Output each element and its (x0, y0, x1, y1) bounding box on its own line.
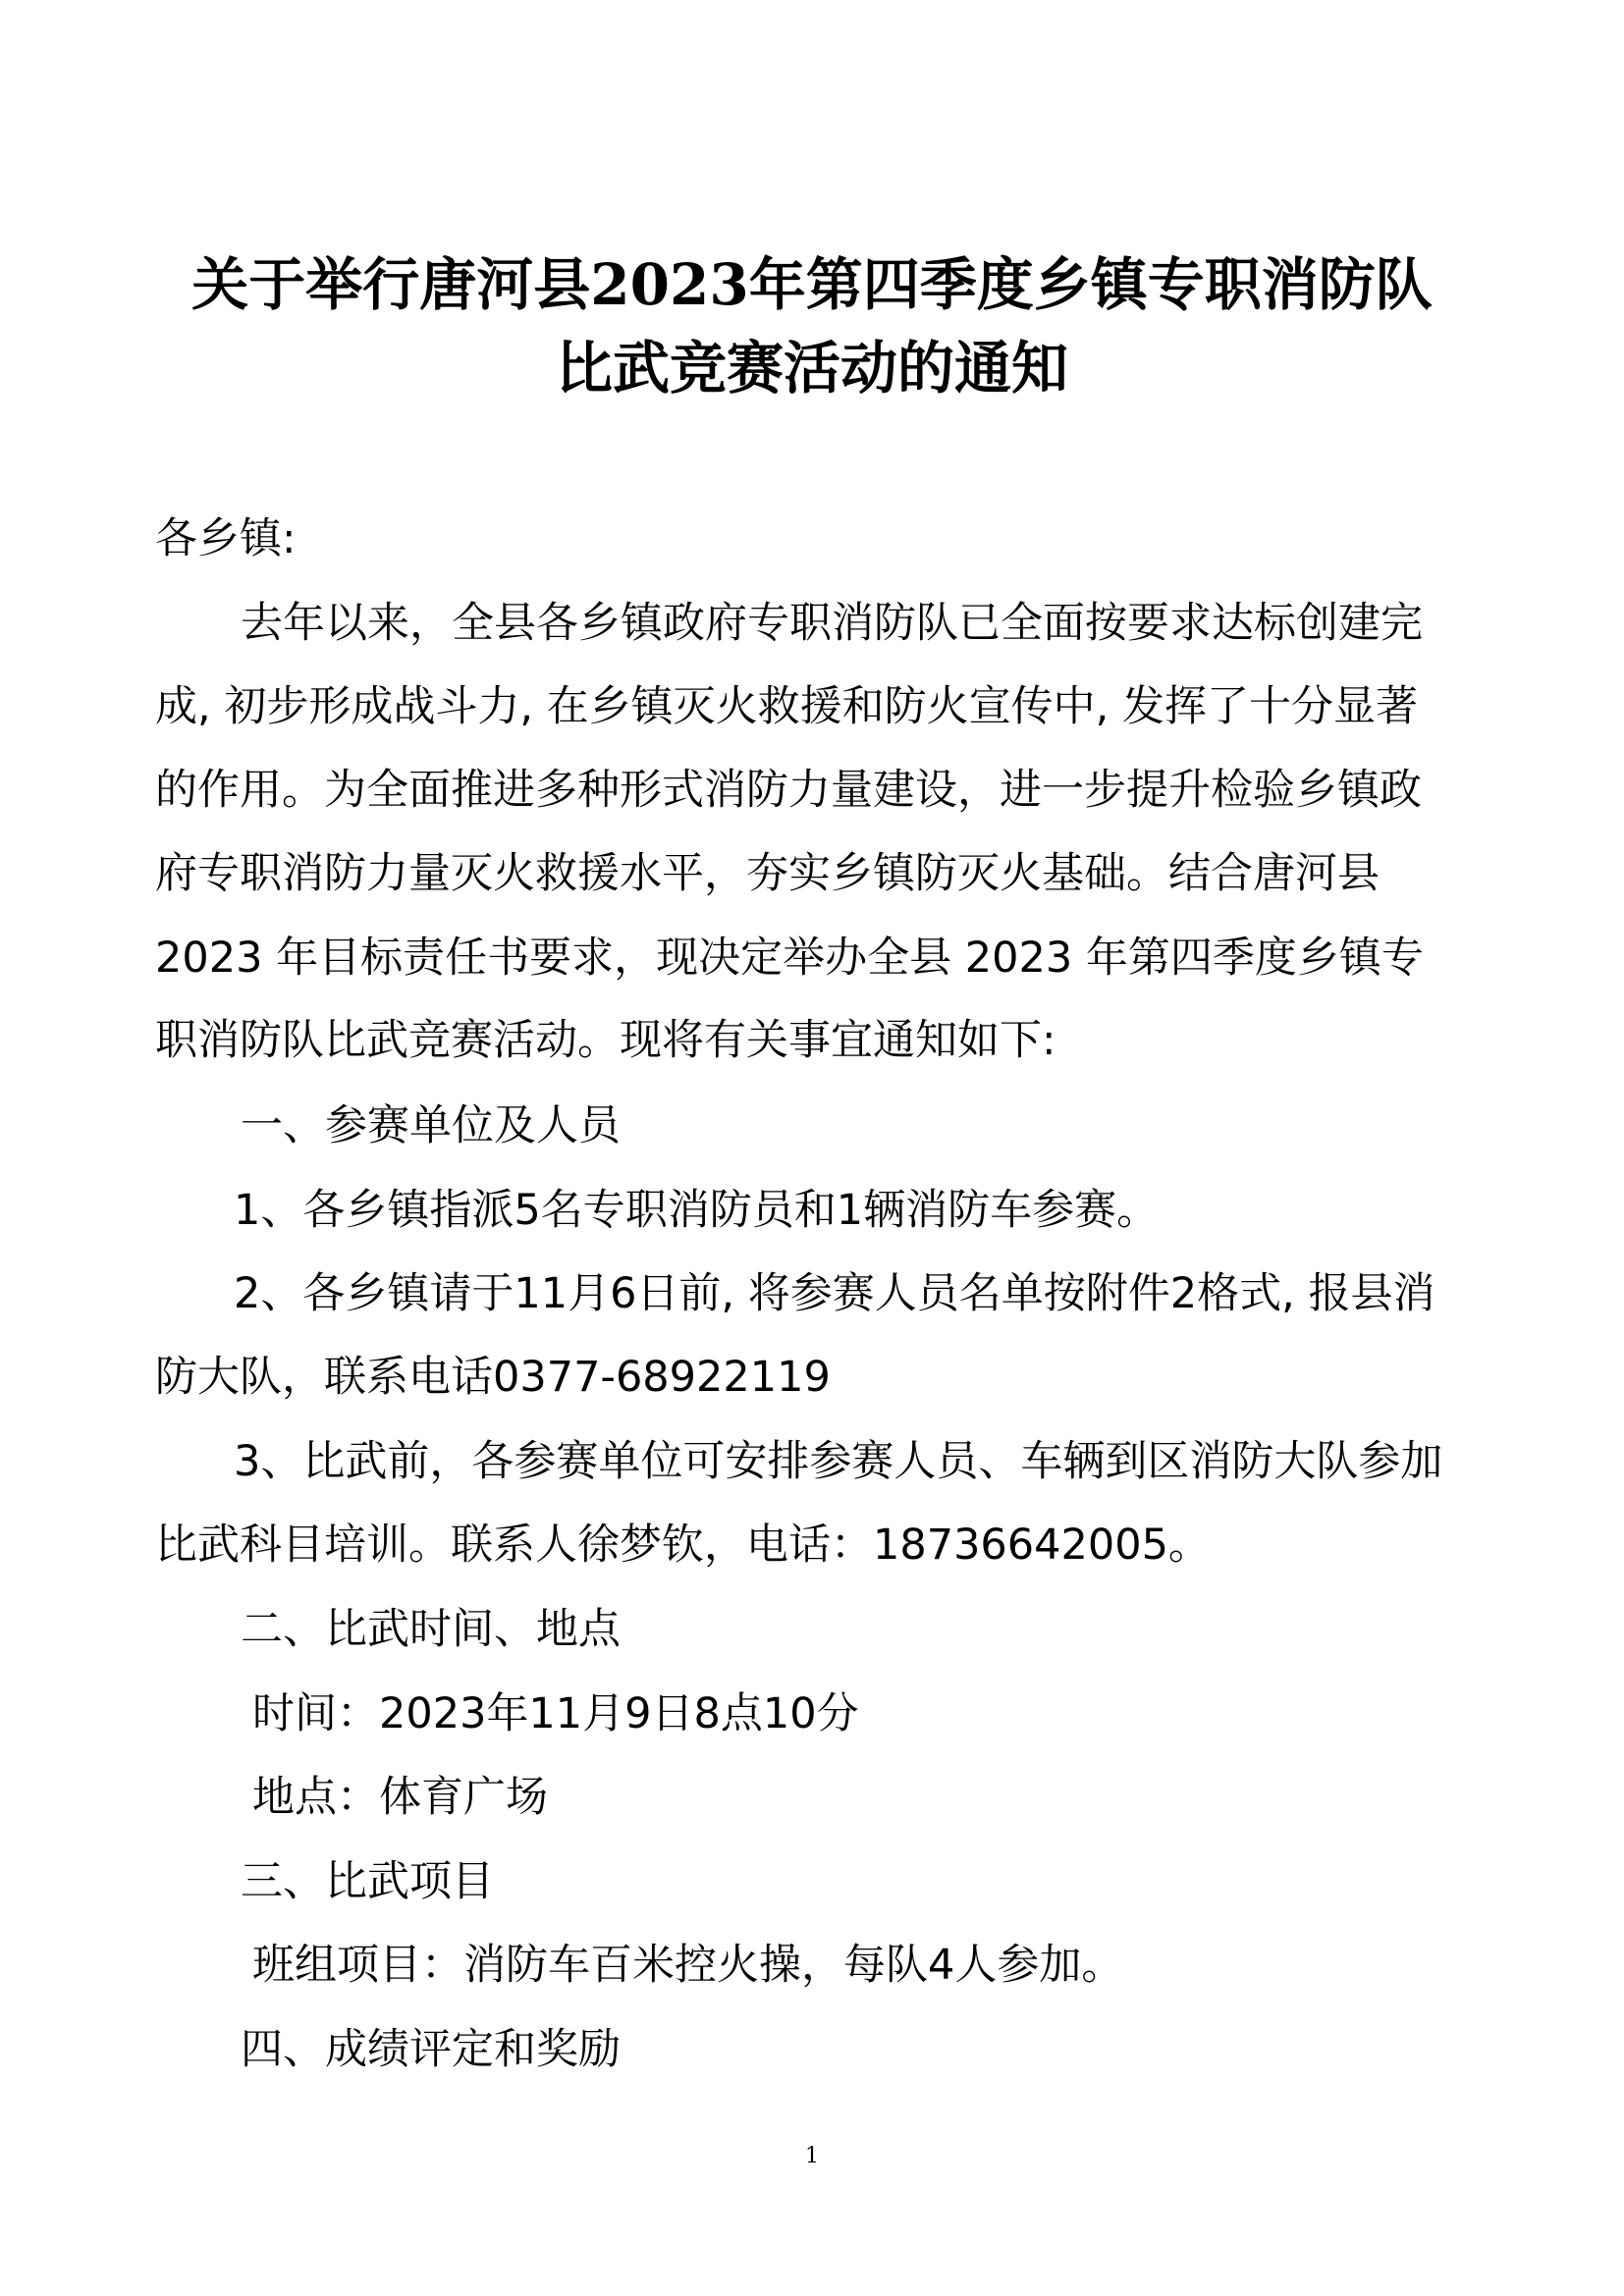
intro-paragraph-line: 职消防队比武竞赛活动。现将有关事宜通知如下: (155, 1016, 1056, 1065)
document-title-line-2: 比武竞赛活动的通知 (555, 335, 1068, 401)
list-item-3-line-1: 3、比武前，各参赛单位可安排参赛人员、车辆到区消防大队参加 (234, 1437, 1443, 1486)
time-line: 时间：2023年11月9日8点10分 (252, 1689, 859, 1738)
intro-paragraph-line: 成, 初步形成战斗力, 在乡镇灭火救援和防火宣传中, 发挥了十分显著 (155, 682, 1419, 731)
page-number: 1 (805, 2144, 819, 2168)
intro-paragraph-line: 去年以来，全县各乡镇政府专职消防队已全面按要求达标创建完 (241, 599, 1423, 648)
list-item-3-line-2: 比武科目培训。联系人徐梦钦，电话：18736642005。 (155, 1521, 1211, 1570)
section-heading-scoring: 四、成绩评定和奖励 (241, 2025, 621, 2074)
place-line: 地点：体育广场 (252, 1773, 548, 1822)
list-item-1: 1、各乡镇指派5名专职消防员和1辆消防车参赛。 (234, 1186, 1160, 1235)
salutation: 各乡镇: (155, 514, 297, 563)
section-heading-time-place: 二、比武时间、地点 (241, 1605, 621, 1654)
section-heading-participants: 一、参赛单位及人员 (241, 1101, 621, 1150)
intro-paragraph-line: 2023 年目标责任书要求，现决定举办全县 2023 年第四季度乡镇专 (155, 934, 1424, 983)
list-item-2-line-2: 防大队，联系电话0377-68922119 (155, 1353, 831, 1402)
document-title-line-1: 关于举行唐河县2023年第四季度乡镇专职消防队 (191, 251, 1433, 318)
list-item-2-line-1: 2、各乡镇请于11月6日前, 将参赛人员名单按附件2格式, 报县消 (234, 1269, 1435, 1318)
section-heading-projects: 三、比武项目 (241, 1857, 494, 1906)
project-line: 班组项目：消防车百米控火操，每队4人参加。 (252, 1941, 1124, 1990)
intro-paragraph-line: 的作用。为全面推进多种形式消防力量建设，进一步提升检验乡镇政 (155, 766, 1422, 815)
intro-paragraph-line: 府专职消防力量灭火救援水平，夯实乡镇防灭火基础。结合唐河县 (155, 849, 1380, 898)
